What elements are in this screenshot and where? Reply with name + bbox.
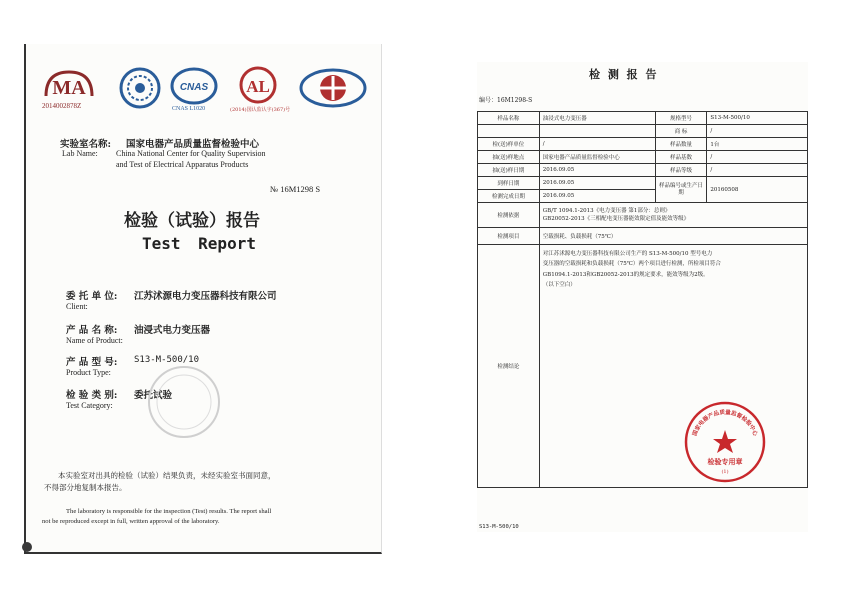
cec-logo xyxy=(298,66,368,116)
client-label-en: Client: xyxy=(66,302,88,311)
cell-value xyxy=(539,125,655,138)
detail-report-number: 编号：16M1298-S xyxy=(479,97,533,104)
cal-logo-text: AL xyxy=(246,77,270,96)
cell-label: 抽(送)样日期 xyxy=(478,164,540,177)
faint-seal-stamp xyxy=(144,362,224,446)
product-type-label: 产 品 型 号: xyxy=(66,357,118,368)
report-number: № 16M1298 S xyxy=(270,184,321,194)
conclusion-label: 检测结论 xyxy=(478,245,540,488)
conclusion-line3: GB1094.1-2013和GB20052-2013的规定要求，能效等级为2级。 xyxy=(542,271,709,278)
cell-label: 样品基数 xyxy=(655,151,707,164)
cell-value: / xyxy=(707,151,808,164)
product-type-value: S13-M-500/10 xyxy=(134,355,200,365)
stamp-number: (1) xyxy=(721,469,729,475)
table-row xyxy=(478,112,808,125)
product-name-label-en: Name of Product: xyxy=(66,336,123,345)
client-value: 江苏沭源电力变压器科技有限公司 xyxy=(134,291,277,302)
table-row xyxy=(478,151,808,164)
lab-label-cn: 实验室名称: xyxy=(60,139,112,150)
cell-label: 规格型号 xyxy=(655,112,707,125)
cell-label: 样品等级 xyxy=(655,164,707,177)
cell-value: 2016.09.05 xyxy=(539,177,655,190)
cell-value: 20160508 xyxy=(707,177,808,203)
table-row xyxy=(478,125,808,138)
cell-value: / xyxy=(707,164,808,177)
stamp-arc-text: 国家电器产品质量监督检验中心 xyxy=(692,409,758,437)
cell-value: 1台 xyxy=(707,138,808,151)
report-title-cn: 检验（试验）报告 xyxy=(124,211,260,231)
lab-label-en: Lab Name: xyxy=(62,149,98,158)
conclusion-line2: 变压器的空载损耗和负载损耗（75℃）两个项目进行检测，所检项目符合 xyxy=(542,261,721,268)
cell-value: 油浸式电力变压器 xyxy=(539,112,655,125)
basis-label: 检测依据 xyxy=(478,203,540,228)
cell-label: 到样日期 xyxy=(478,177,540,190)
cell-label: 样品数量 xyxy=(655,138,707,151)
cnas-logo-text: CNAS xyxy=(179,82,209,93)
basis-line1: GB/T 1094.1-2013《电力变压器 第1部分：总则》 xyxy=(542,207,671,214)
cell-value: / xyxy=(539,138,655,151)
cell-value: 国家电器产品质量监督检验中心 xyxy=(539,151,655,164)
items-value: 空载损耗、负载损耗（75℃） xyxy=(539,228,807,245)
table-row-items xyxy=(478,228,808,245)
cell-label: 样品编号或生产日期 xyxy=(655,177,707,203)
cell-value: S13-M-500/10 xyxy=(707,112,808,125)
detail-title: 检 测 报 告 xyxy=(589,68,659,81)
test-category-label-en: Test Category: xyxy=(66,401,113,410)
cnas-logo xyxy=(168,66,220,116)
cell-label xyxy=(478,125,540,138)
cma-logo xyxy=(40,66,98,116)
conclusion-line1: 对江苏沭源电力变压器科技有限公司生产的 S13-M-500/10 型号电力 xyxy=(542,251,713,257)
client-label: 委 托 单 位: xyxy=(66,291,118,302)
product-name-value: 油浸式电力变压器 xyxy=(134,325,211,336)
notice-en-line1: The laboratory is responsible for the inspection (Test) results. The report shall xyxy=(66,508,272,515)
cell-label: 检测完成日期 xyxy=(478,190,540,203)
cma-code: 2014002878Z xyxy=(42,102,82,110)
cell-value: 2016.09.05 xyxy=(539,164,655,177)
cma-logo-text: MA xyxy=(52,77,86,99)
product-type-label-en: Product Type: xyxy=(66,368,111,377)
lab-name-cn: 国家电器产品质量监督检验中心 xyxy=(126,139,260,150)
cnas-code: CNAS L1020 xyxy=(172,106,206,112)
table-row xyxy=(478,177,808,190)
binding-hole-marker xyxy=(22,542,32,552)
report-cover-page xyxy=(24,44,382,554)
conclusion-line4: （以下空白） xyxy=(542,282,576,289)
lab-name-en-line1: China National Center for Quality Supervision xyxy=(116,149,266,158)
test-category-label: 检 验 类 别: xyxy=(66,390,118,401)
notice-cn-line1: 本实验室对出具的检验（试验）结果负责，未经实验室书面同意， xyxy=(58,471,276,480)
detail-footer: S13-M-500/10 xyxy=(479,524,519,530)
table-row xyxy=(478,138,808,151)
basis-line2: GB20052-2013《三相配电变压器能效限定值及能效等级》 xyxy=(542,216,690,222)
cell-label: 样品名称 xyxy=(478,112,540,125)
cell-label: 检(送)样单位 xyxy=(478,138,540,151)
cell-value: / xyxy=(707,125,808,138)
report-title-en: Test Report xyxy=(142,234,256,253)
notice-en-line2: not be reproduced except in full, written approval of the laboratory. xyxy=(42,518,220,525)
cal-logo xyxy=(230,66,291,116)
conclusion-value xyxy=(539,245,807,488)
product-name-label: 产 品 名 称: xyxy=(66,325,118,336)
cell-value: 2016.09.05 xyxy=(539,190,655,203)
cell-label: 商 标 xyxy=(655,125,707,138)
items-label: 检测项目 xyxy=(478,228,540,245)
ilac-mra-logo xyxy=(118,66,162,116)
cell-label: 抽(送)样地点 xyxy=(478,151,540,164)
basis-value xyxy=(539,203,807,228)
official-red-stamp xyxy=(683,400,767,484)
table-row xyxy=(478,164,808,177)
table-row-basis xyxy=(478,203,808,228)
stamp-bottom-text: 检验专用章 xyxy=(707,457,743,466)
test-report-detail-page xyxy=(477,62,808,532)
notice-cn-line2: 不得部分地复制本报告。 xyxy=(44,483,127,492)
test-category-value: 委托试验 xyxy=(134,390,173,401)
cal-code: (2014)国认监认字(367)号 xyxy=(230,107,291,113)
lab-name-en-line2: and Test of Electrical Apparatus Products xyxy=(116,160,249,169)
